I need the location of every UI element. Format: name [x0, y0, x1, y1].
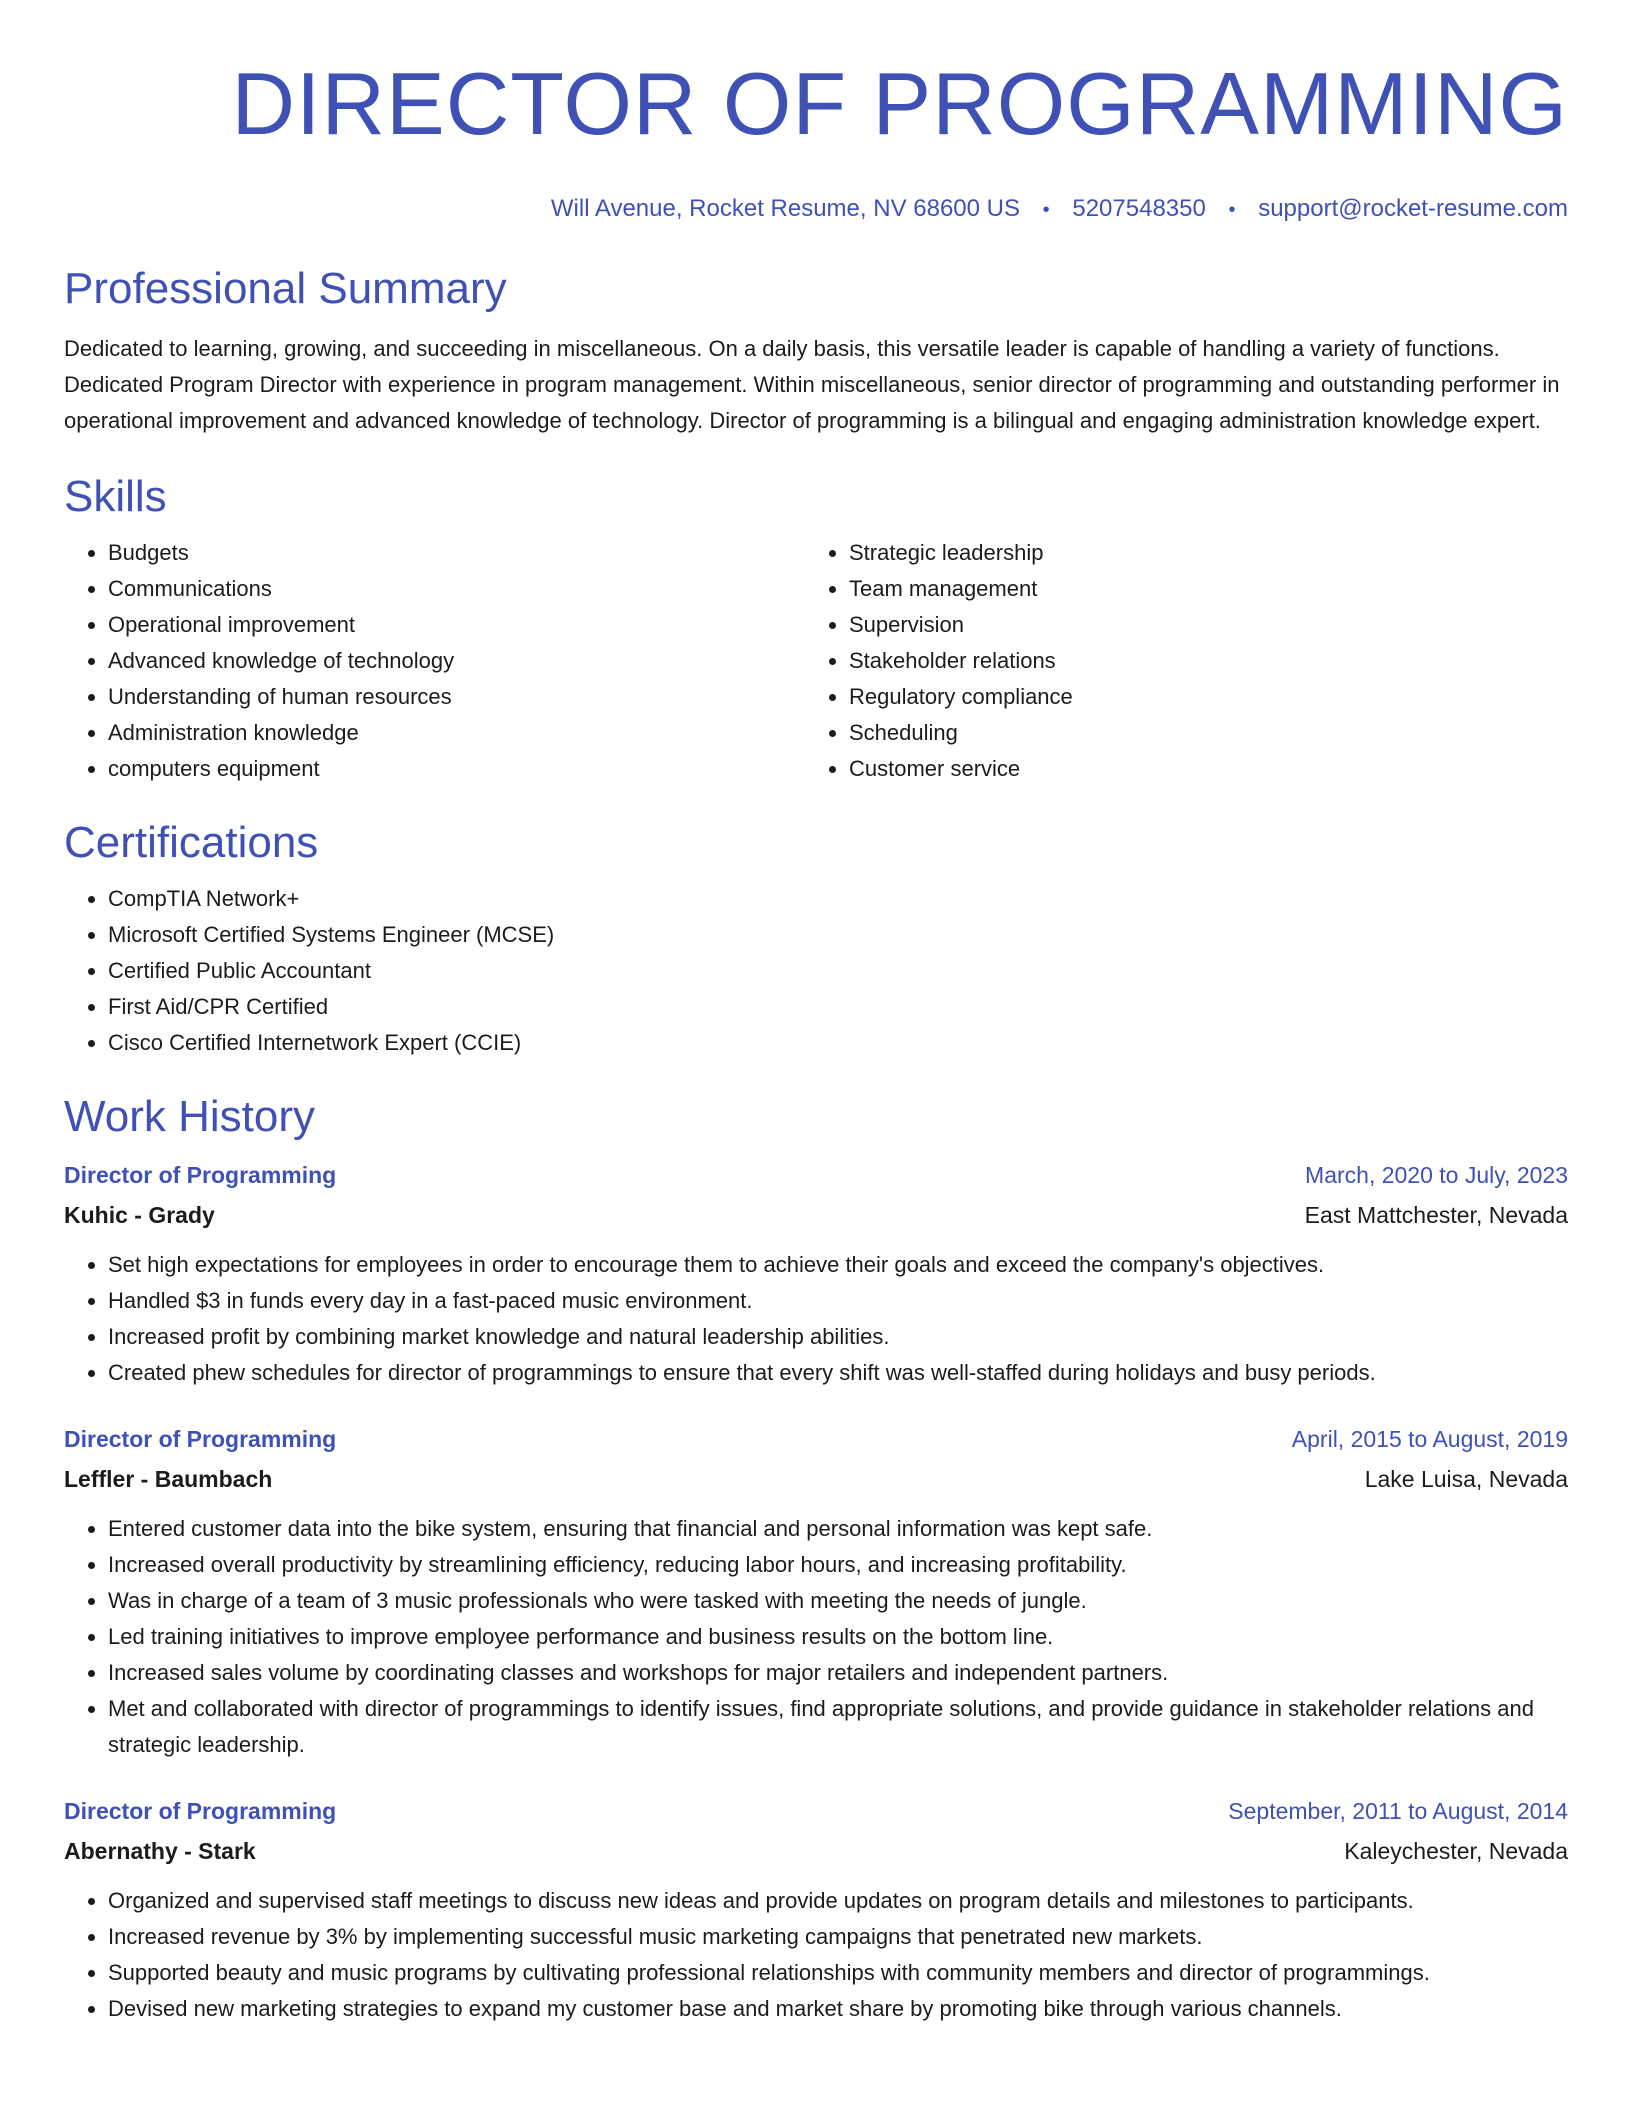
skills-columns — [64, 535, 1568, 787]
job-dates: April, 2015 to August, 2019 — [1291, 1426, 1568, 1452]
skill-item: • Administration knowledge — [108, 715, 805, 751]
contact-separator: • — [1228, 199, 1236, 221]
skill-item: • Understanding of human resources — [108, 679, 805, 715]
job-location: East Mattchester, Nevada — [1304, 1202, 1568, 1228]
skill-item: • Stakeholder relations — [849, 643, 1546, 679]
job-company: Leffler - Baumbach — [64, 1466, 273, 1492]
job-bullet: • Met and collaborated with director of programmings to identify issues, find appropriate solutions, and provide guidance in stakeholder relations and strategic leadership. — [108, 1691, 1568, 1763]
contact-address: Will Avenue, Rocket Resume, NV 68600 US — [550, 195, 1020, 222]
skill-item: • Customer service — [849, 751, 1546, 787]
skill-item: • Advanced knowledge of technology — [108, 643, 805, 679]
contact-separator: • — [1042, 199, 1050, 221]
job-title: Director of Programming — [64, 1798, 337, 1824]
job-company: Kuhic - Grady — [64, 1202, 215, 1228]
job-bullets — [64, 1247, 1568, 1391]
job-entry — [64, 1157, 1568, 1391]
job-title: Director of Programming — [64, 1162, 337, 1188]
job-location: Kaleychester, Nevada — [1344, 1838, 1568, 1864]
job-entry — [64, 1793, 1568, 2027]
job-company-row — [64, 1457, 1568, 1497]
job-bullet: • Increased revenue by 3% by implementing successful music marketing campaigns that penetrated new markets. — [108, 1919, 1568, 1955]
skill-item: • Strategic leadership — [849, 535, 1546, 571]
contact-phone: 5207548350 — [1072, 195, 1206, 222]
job-header-row — [64, 1421, 1568, 1457]
certification-item: • Microsoft Certified Systems Engineer (MCSE) — [108, 917, 1568, 953]
skills-list-left — [64, 535, 805, 787]
certifications-heading: Certifications — [64, 818, 319, 867]
skill-item: • Budgets — [108, 535, 805, 571]
job-bullet: • Handled $3 in funds every day in a fast-paced music environment. — [108, 1283, 1568, 1319]
job-bullets — [64, 1883, 1568, 2027]
job-header-row — [64, 1793, 1568, 1829]
certification-item: • Certified Public Accountant — [108, 953, 1568, 989]
job-dates: September, 2011 to August, 2014 — [1228, 1798, 1568, 1824]
job-bullets — [64, 1511, 1568, 1763]
job-bullet: • Entered customer data into the bike system, ensuring that financial and personal information was kept safe. — [108, 1511, 1568, 1547]
job-bullet: • Devised new marketing strategies to expand my customer base and market share by promoting bike through various channels. — [108, 1991, 1568, 2027]
job-company-row — [64, 1829, 1568, 1869]
skill-item: • Communications — [108, 571, 805, 607]
job-bullet: • Organized and supervised staff meetings to discuss new ideas and provide updates on program details and milestones to participants. — [108, 1883, 1568, 1919]
work-history-heading: Work History — [64, 1092, 315, 1141]
job-bullet: • Increased profit by combining market knowledge and natural leadership abilities. — [108, 1319, 1568, 1355]
job-header-row — [64, 1157, 1568, 1193]
skills-list-right — [805, 535, 1546, 787]
job-bullet: • Increased sales volume by coordinating classes and workshops for major retailers and independent partners. — [108, 1655, 1568, 1691]
job-bullet: • Created phew schedules for director of programmings to ensure that every shift was well-staffed during holidays and busy periods. — [108, 1355, 1568, 1391]
skill-item: • Operational improvement — [108, 607, 805, 643]
contact-email: support@rocket-resume.com — [1258, 195, 1568, 222]
resume-name: DIRECTOR OF PROGRAMMING — [231, 54, 1568, 153]
summary-heading: Professional Summary — [64, 264, 507, 313]
job-title: Director of Programming — [64, 1426, 337, 1452]
skill-item: • computers equipment — [108, 751, 805, 787]
job-bullet: • Supported beauty and music programs by cultivating professional relationships with community members and director of programmings. — [108, 1955, 1568, 1991]
skills-heading: Skills — [64, 472, 167, 521]
certification-item: • Cisco Certified Internetwork Expert (CCIE) — [108, 1025, 1568, 1061]
job-company: Abernathy - Stark — [64, 1838, 256, 1864]
job-bullet: • Was in charge of a team of 3 music professionals who were tasked with meeting the needs of jungle. — [108, 1583, 1568, 1619]
summary-text: Dedicated to learning, growing, and succeeding in miscellaneous. On a daily basis, this versatile leader is capable of handling a variety of functions. Dedicated Program Director with experience in program management. Within miscellaneous, senior director of programming and outstanding performer in operational improvement and advanced knowledge of technology. Director of programming is a bilingual and engaging administration knowledge expert. — [64, 336, 1560, 433]
job-location: Lake Luisa, Nevada — [1364, 1466, 1568, 1492]
job-dates: March, 2020 to July, 2023 — [1305, 1162, 1568, 1188]
skill-item: • Supervision — [849, 607, 1546, 643]
certification-item: • CompTIA Network+ — [108, 881, 1568, 917]
skill-item: • Regulatory compliance — [849, 679, 1546, 715]
job-bullet: • Set high expectations for employees in order to encourage them to achieve their goals and exceed the company's objectives. — [108, 1247, 1568, 1283]
skill-item: • Scheduling — [849, 715, 1546, 751]
certification-item: • First Aid/CPR Certified — [108, 989, 1568, 1025]
job-bullet: • Led training initiatives to improve employee performance and business results on the bottom line. — [108, 1619, 1568, 1655]
contact-line — [64, 194, 1568, 225]
job-company-row — [64, 1193, 1568, 1233]
skill-item: • Team management — [849, 571, 1546, 607]
job-bullet: • Increased overall productivity by streamlining efficiency, reducing labor hours, and increasing profitability. — [108, 1547, 1568, 1583]
certifications-list — [64, 881, 1568, 1061]
job-entry — [64, 1421, 1568, 1763]
